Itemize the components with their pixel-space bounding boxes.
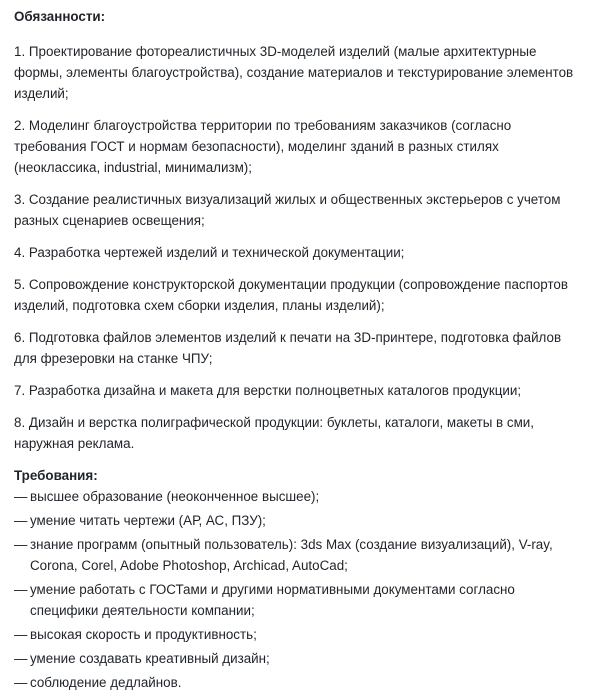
list-dash: —	[14, 489, 28, 504]
requirements-heading: Требования:	[14, 468, 98, 483]
duty-item: 5. Сопровождение конструкторской документации продукции (сопровождение паспортов изделий, подготовка схем сборки изделия, планы изделий);	[14, 277, 568, 313]
list-dash: —	[14, 627, 28, 642]
list-dash: —	[14, 537, 28, 552]
requirement-item	[14, 510, 582, 531]
duty-item: 3. Создание реалистичных визуализаций жилых и общественных экстерьеров с учетом разных сценариев освещения;	[14, 192, 561, 228]
requirement-text: умение создавать креативный дизайн;	[30, 651, 270, 666]
duty-item: 4. Разработка чертежей изделий и технической документации;	[14, 245, 405, 260]
list-dash: —	[14, 651, 28, 666]
duty-item: 8. Дизайн и верстка полиграфической продукции: буклеты, каталоги, макеты в сми, наружная реклама.	[14, 415, 534, 451]
requirement-text: знание программ (опытный пользователь): 3ds Max (создание визуализаций), V-ray, Corona, Corel, Adobe Photoshop, Archicad, AutoCad;	[30, 537, 553, 573]
requirement-text: высшее образование (неоконченное высшее);	[30, 489, 320, 504]
requirement-item	[14, 534, 582, 576]
list-dash: —	[14, 675, 28, 690]
duty-item: 1. Проектирование фотореалистичных 3D-моделей изделий (малые архитектурные формы, элементы благоустройства), создание материалов и текстурирование элементов изделий;	[14, 44, 574, 101]
requirement-text: умение читать чертежи (АР, АС, ПЗУ);	[30, 513, 266, 528]
requirement-item	[14, 672, 582, 693]
duty-item: 7. Разработка дизайна и макета для верстки полноцветных каталогов продукции;	[14, 383, 522, 398]
requirement-item	[14, 579, 582, 621]
list-dash: —	[14, 513, 28, 528]
requirement-item	[14, 648, 582, 669]
duties-list	[14, 41, 582, 454]
duties-heading: Обязанности:	[14, 9, 106, 24]
requirement-item	[14, 624, 582, 645]
duty-item: 6. Подготовка файлов элементов изделий к печати на 3D-принтере, подготовка файлов для фрезеровки на станке ЧПУ;	[14, 330, 562, 366]
requirement-item	[14, 486, 582, 507]
requirement-text: высокая скорость и продуктивность;	[30, 627, 257, 642]
list-dash: —	[14, 582, 28, 597]
requirements-list	[14, 486, 582, 693]
duty-item: 2. Моделинг благоустройства территории по требованиям заказчиков (согласно требования ГОСТ и нормам безопасности), моделинг зданий в разных стилях (неоклассика, industrial, минимализм);	[14, 118, 512, 175]
requirement-text: умение работать с ГОСТами и другими нормативными документами согласно специфики деятельности компании;	[30, 582, 515, 618]
requirement-text: соблюдение дедлайнов.	[30, 675, 182, 690]
